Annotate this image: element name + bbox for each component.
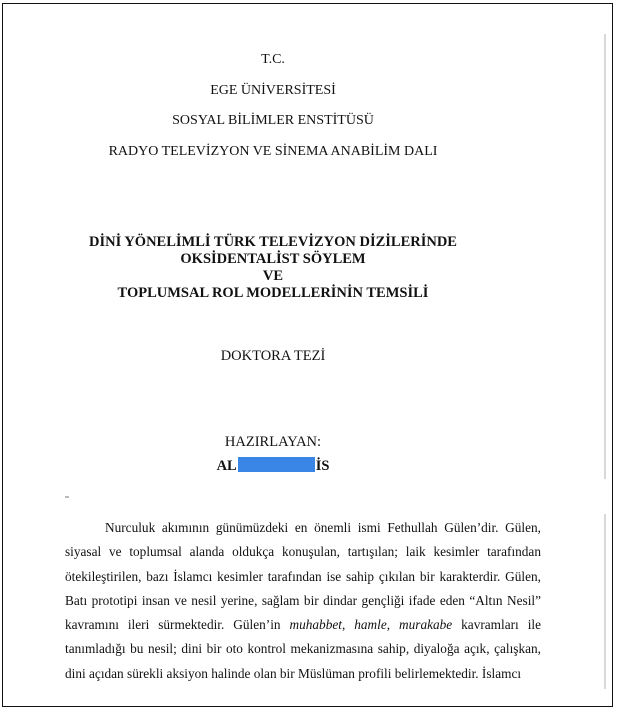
thesis-title-line-4: TOPLUMSAL ROL MODELLERİNİN TEMSİLİ [117, 285, 429, 301]
term-muhabbet: muhabbet [289, 617, 342, 633]
institution-line-university: EGE ÜNİVERSİTESİ [210, 83, 336, 98]
institution-line-institute: SOSYAL BİLİMLER ENSTİTÜSÜ [172, 113, 374, 128]
scrollbar-track-lower[interactable] [604, 514, 606, 689]
author-name [3, 457, 543, 475]
author-name-prefix: AL [216, 458, 237, 474]
prepared-by-label: HAZIRLAYAN: [224, 434, 322, 450]
institution-line-tc: T.C. [261, 52, 285, 67]
thesis-title-line-2: OKSİDENTALİST SÖYLEM [180, 251, 366, 267]
separator-1: , [341, 617, 355, 633]
separator-2: , [386, 617, 400, 633]
scrollbar-track-upper[interactable] [604, 34, 606, 479]
term-hamle: hamle [354, 617, 387, 633]
thesis-title-line-3: VE [262, 268, 284, 284]
thesis-title-line-1: DİNİ YÖNELİMLİ TÜRK TELEVİZYON DİZİLERİNDE [89, 234, 457, 250]
redaction-block [238, 457, 315, 472]
body-text-part-2: kavramları ile tanımladığı bu nesil; dini bir oto kontrol mekanizmasına sahip, diyaloğa açık, çalışkan, dini açıdan sürekli aksiyon halinde olan bir Müslüman profili belirlemektedir. İslamcı [65, 617, 541, 681]
body-text-part-1: Nurculuk akımının günümüzdeki en önemli ismi Fethullah Gülen’dir. Gülen, siyasal ve toplumsal alanda oldukça konuşulan, tartışılan; laik kesimler tarafından ötekileştirilen, bazı İslamcı kesimler tarafından ise sahip çıkılan bir karakterdir. Gülen, Batı prototipi insan ve nesil yerine, sağlam bir dindar gençliği ifade eden “Altın Nesil” kavramını ileri sürmektedir. Gülen’in [65, 520, 541, 633]
institution-line-department: RADYO TELEVİZYON VE SİNEMA ANABİLİM DALI [108, 144, 438, 159]
term-murakabe: murakabe [399, 617, 453, 633]
degree-label: DOKTORA TEZİ [220, 348, 326, 364]
body-paragraph [65, 516, 541, 686]
author-name-suffix: İS [315, 458, 330, 474]
page-mark [65, 496, 69, 498]
document-page [2, 3, 613, 707]
